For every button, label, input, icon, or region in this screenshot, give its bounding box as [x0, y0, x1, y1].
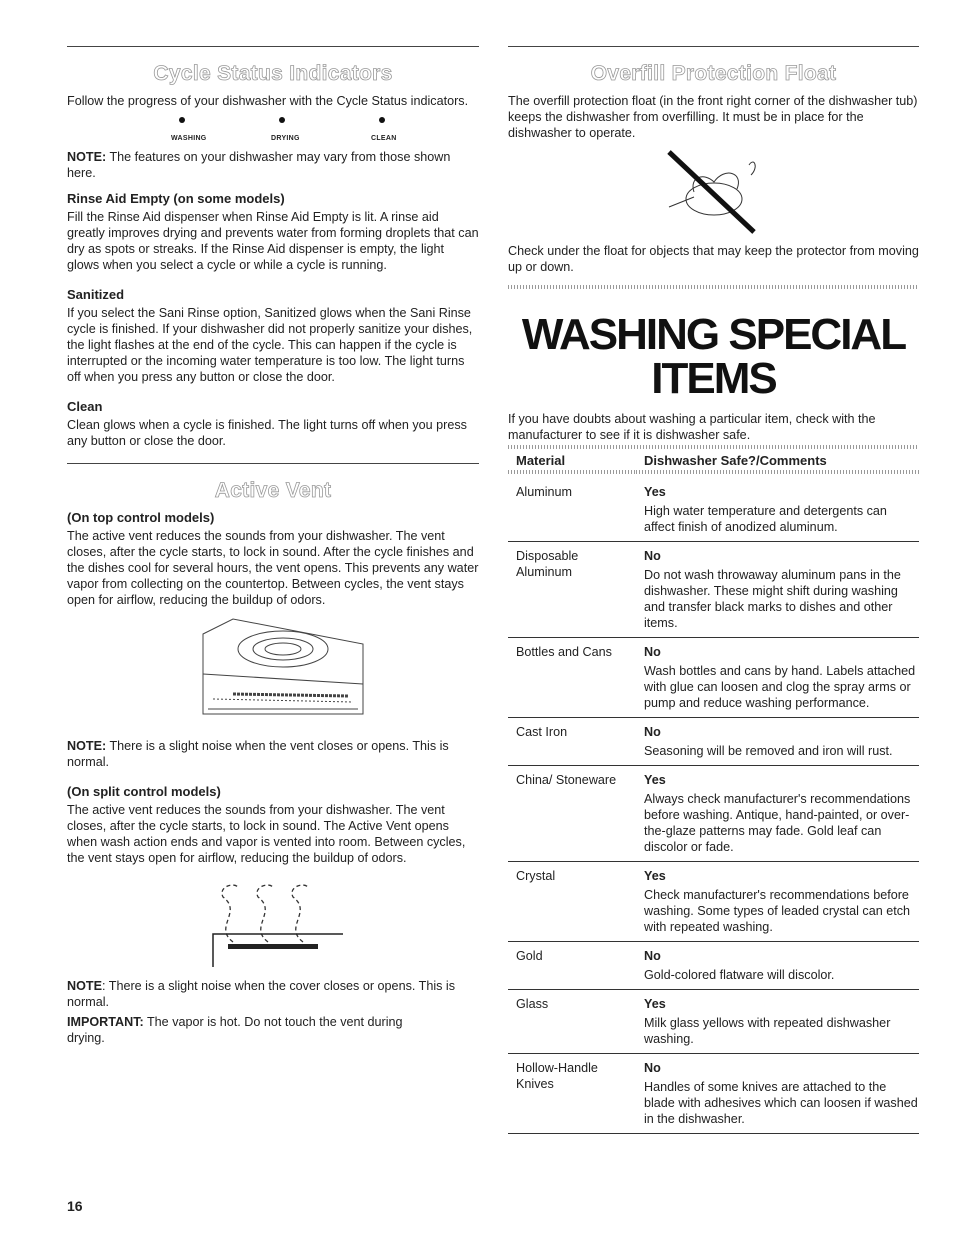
- top-vent-illustration-icon: [173, 614, 373, 732]
- table-header-row: [508, 449, 919, 476]
- overfill-float-illustration-icon: [659, 147, 769, 237]
- split-control-heading: (On split control models): [67, 784, 221, 799]
- comment-cell: [636, 1054, 919, 1134]
- material-cell: China/ Stoneware: [508, 766, 636, 862]
- material-cell: Disposable Aluminum: [508, 542, 636, 638]
- rinse-aid-text: Fill the Rinse Aid dispenser when Rinse Aid Empty is lit. A rinse aid greatly improves drying and prevents water from forming droplets that can dry as spots or streaks. If the Rinse Aid dispenser is empty, the light glows when you select a cycle or while a cycle is running.: [67, 210, 479, 272]
- clean-heading: Clean: [67, 399, 103, 414]
- section-divider: [508, 46, 919, 47]
- table-row: [508, 476, 919, 542]
- cycle-status-intro: Follow the progress of your dishwasher with the Cycle Status indicators.: [67, 94, 469, 108]
- cycle-status-note: NOTE: The features on your dishwasher may vary from those shown here.: [67, 150, 451, 180]
- indicator-washing: WASHING: [171, 117, 271, 145]
- indicator-light-icon: [279, 117, 285, 123]
- right-column: [508, 46, 919, 1134]
- overfill-check-text: Check under the float for objects that may keep the protector from moving up or down.: [508, 244, 919, 274]
- comment-cell: [636, 766, 919, 862]
- table-row: [508, 1054, 919, 1134]
- comment-text: Always check manufacturer's recommendations before washing. Antique, hand-painted, or over-the-glaze patterns may fade. Gold leaf can discolor or fade.: [644, 792, 911, 854]
- safe-value: Yes: [644, 485, 666, 499]
- material-cell: Bottles and Cans: [508, 638, 636, 718]
- split-vent-note: NOTE: There is a slight noise when the cover closes or opens. This is normal.: [67, 979, 456, 1009]
- cycle-status-title: Cycle Status Indicators: [153, 62, 393, 85]
- top-vent-note: NOTE: There is a slight noise when the vent closes or opens. This is normal.: [67, 739, 449, 769]
- section-divider: [67, 46, 479, 47]
- top-control-text: The active vent reduces the sounds from your dishwasher. The vent closes, after the cycle starts, to lock in sound. After the cycle finishes and the dishes cool for several hours, the vent opens. This prevents any water vapor from collecting on the countertop. Between cycles, the vent stays open for airflow, reducing the buildup of odors.: [67, 529, 479, 607]
- material-cell: Aluminum: [508, 476, 636, 542]
- split-control-text: The active vent reduces the sounds from your dishwasher. The vent closes, after the cycle starts, to lock in sound. The Active Vent opens when wash action ends and vapor is vented into room. Between cycles, the vent stays open for airflow, reducing the buildup of odors.: [67, 803, 466, 865]
- indicator-clean: CLEAN: [371, 117, 471, 145]
- washing-special-title: WASHING SPECIAL ITEMS: [521, 310, 906, 403]
- important-note: IMPORTANT: The vapor is hot. Do not touch the vent during drying.: [67, 1015, 403, 1045]
- left-column: [67, 46, 479, 1046]
- material-cell: Glass: [508, 990, 636, 1054]
- comment-cell: [636, 990, 919, 1054]
- vapor-vent-illustration-icon: [193, 872, 353, 972]
- table-row: [508, 718, 919, 766]
- section-divider: [67, 463, 479, 464]
- comment-text: Wash bottles and cans by hand. Labels attached with glue can loosen and clog the spray arms or pump and reduce washing performance.: [644, 664, 916, 710]
- active-vent-title: Active Vent: [214, 479, 332, 502]
- table-body: [508, 476, 919, 1134]
- safe-value: No: [644, 549, 661, 563]
- sanitized-text: If you select the Sani Rinse option, Sanitized glows when the Sani Rinse cycle is finished. If your dishwasher did not properly sanitize your dishes, the light flashes at the end of the cycle. This can happen if the cycle is interrupted or the incoming water temperature is too low. The light turns off when you press any button or close the door.: [67, 306, 473, 384]
- overfill-text: The overfill protection float (in the front right corner of the dishwasher tub) keeps the dishwasher from overfilling. It must be in place for the dishwasher to operate.: [508, 94, 918, 140]
- table-row: [508, 766, 919, 862]
- comment-text: Handles of some knives are attached to the blade with adhesives which can loosen if washed in the dishwasher.: [644, 1080, 918, 1126]
- safe-value: Yes: [644, 997, 666, 1011]
- safe-value: Yes: [644, 773, 666, 787]
- indicator-light-icon: [179, 117, 185, 123]
- comment-cell: [636, 638, 919, 718]
- indicator-drying: DRYING: [271, 117, 371, 145]
- indicator-light-icon: [379, 117, 385, 123]
- sanitized-heading: Sanitized: [67, 287, 125, 302]
- column-header-safe: Dishwasher Safe?/Comments: [636, 449, 919, 476]
- page-number: 16: [67, 1198, 83, 1214]
- table-row: [508, 862, 919, 942]
- cycle-indicators: [171, 117, 479, 145]
- comment-text: High water temperature and detergents can affect finish of anodized aluminum.: [644, 504, 887, 534]
- material-cell: Gold: [508, 942, 636, 990]
- table-row: [508, 542, 919, 638]
- washing-special-intro: If you have doubts about washing a particular item, check with the manufacturer to see if it is dishwasher safe.: [508, 412, 876, 442]
- comment-text: Gold-colored flatware will discolor.: [644, 968, 835, 982]
- material-cell: Hollow-Handle Knives: [508, 1054, 636, 1134]
- comment-cell: [636, 942, 919, 990]
- comment-text: Seasoning will be removed and iron will rust.: [644, 744, 893, 758]
- comment-text: Check manufacturer's recommendations before washing. Some types of leaded crystal can etch with repeated washing.: [644, 888, 911, 934]
- table-row: [508, 942, 919, 990]
- material-cell: Crystal: [508, 862, 636, 942]
- material-cell: Cast Iron: [508, 718, 636, 766]
- dotted-divider: [508, 285, 919, 289]
- comment-cell: [636, 862, 919, 942]
- safe-value: No: [644, 1061, 661, 1075]
- overfill-title: Overfill Protection Float: [590, 62, 837, 85]
- special-items-table: [508, 449, 919, 1134]
- clean-text: Clean glows when a cycle is finished. The light turns off when you press any button or close the door.: [67, 418, 467, 448]
- column-header-material: Material: [508, 449, 636, 476]
- safe-value: No: [644, 725, 661, 739]
- safe-value: Yes: [644, 869, 666, 883]
- comment-cell: [636, 718, 919, 766]
- table-row: [508, 990, 919, 1054]
- top-control-heading: (On top control models): [67, 510, 215, 525]
- comment-text: Milk glass yellows with repeated dishwasher washing.: [644, 1016, 891, 1046]
- rinse-aid-heading: Rinse Aid Empty (on some models): [67, 191, 285, 206]
- safe-value: No: [644, 949, 661, 963]
- comment-cell: [636, 476, 919, 542]
- comment-text: Do not wash throwaway aluminum pans in the dishwasher. These might shift during washing and transfer black marks to dishes and other items.: [644, 568, 901, 630]
- table-row: [508, 638, 919, 718]
- comment-cell: [636, 542, 919, 638]
- safe-value: No: [644, 645, 661, 659]
